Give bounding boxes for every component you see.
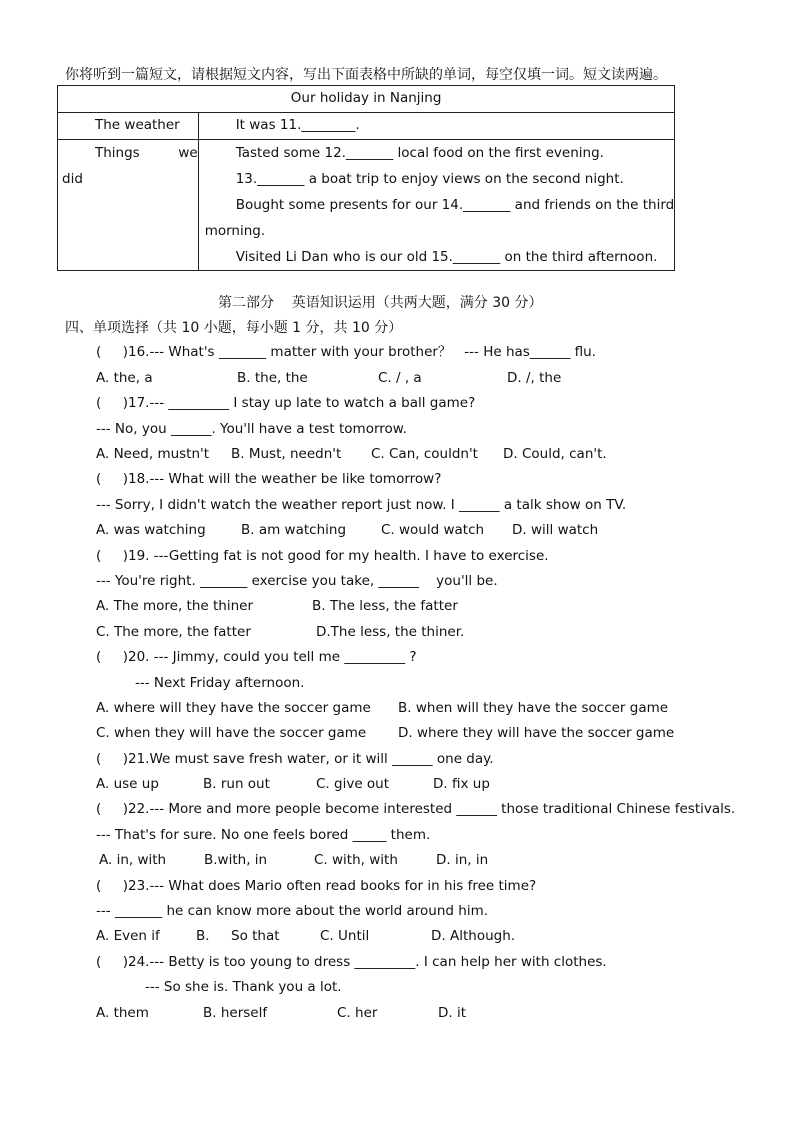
question-24-reply: --- So she is. Thank you a lot. — [145, 979, 342, 995]
q16-option-c: C. / , a — [378, 370, 422, 386]
q21-option-a: A. use up — [96, 776, 159, 792]
q23-option-a: A. Even if — [96, 928, 160, 944]
row-weather-blank: It was 11.________. — [198, 113, 675, 140]
q17-option-b: B. Must, needn't — [231, 446, 342, 462]
notes-table — [57, 85, 675, 271]
q20-option-c: C. when they will have the soccer game — [96, 725, 367, 741]
q16-option-a: A. the, a — [96, 370, 153, 386]
question-19-reply: --- You're right. _______ exercise you take, ______ you'll be. — [96, 573, 498, 589]
q16-option-d: D. /, the — [507, 370, 562, 386]
question-17-reply: --- No, you ______. You'll have a test tomorrow. — [96, 421, 407, 437]
q17-option-a: A. Need, mustn't — [96, 446, 210, 462]
question-21: ( )21.We must save fresh water, or it will ______ one day. — [96, 751, 494, 767]
q17-option-c: C. Can, couldn't — [371, 446, 478, 462]
question-20: ( )20. --- Jimmy, could you tell me _________ ? — [96, 649, 417, 665]
question-22: ( )22.--- More and more people become interested ______ those traditional Chinese festivals. — [96, 801, 736, 817]
q21-option-d: D. fix up — [433, 776, 490, 792]
question-23: ( )23.--- What does Mario often read books for in his free time? — [96, 878, 537, 894]
section-title: 四、单项选择（共 10 小题，每小题 1 分，共 10 分） — [65, 320, 403, 336]
q17-option-d: D. Could, can't. — [503, 446, 607, 462]
q24-option-c: C. her — [337, 1005, 378, 1021]
question-17: ( )17.--- _________ I stay up late to watch a ball game? — [96, 395, 476, 411]
q24-option-a: A. them — [96, 1005, 149, 1021]
question-24: ( )24.--- Betty is too young to dress _________. I can help her with clothes. — [96, 954, 607, 970]
q18-option-d: D. will watch — [512, 522, 599, 538]
q18-option-c: C. would watch — [381, 522, 485, 538]
listening-instructions: 你将听到一篇短文，请根据短文内容，写出下面表格中所缺的单词，每空仅填一词。短文读两遍。 — [65, 67, 667, 83]
q19-option-a: A. The more, the thiner — [96, 598, 253, 614]
question-18-reply: --- Sorry, I didn't watch the weather report just now. I ______ a talk show on TV. — [96, 497, 627, 513]
question-23-reply: --- _______ he can know more about the world around him. — [96, 903, 489, 919]
q18-option-a: A. was watching — [96, 522, 206, 538]
q22-option-d: D. in, in — [436, 852, 489, 868]
q16-option-b: B. the, the — [237, 370, 308, 386]
question-22-reply: --- That's for sure. No one feels bored _____ them. — [96, 827, 431, 843]
question-18: ( )18.--- What will the weather be like tomorrow? — [96, 471, 442, 487]
question-20-reply: --- Next Friday afternoon. — [135, 675, 305, 691]
q20-option-b: B. when will they have the soccer game — [398, 700, 669, 716]
q23-option-d: D. Although. — [431, 928, 516, 944]
q21-option-c: C. give out — [316, 776, 390, 792]
q22-option-a: A. in, with — [99, 852, 167, 868]
table-title: Our holiday in Nanjing — [58, 86, 675, 113]
row-label-things: Things we did — [58, 140, 199, 271]
q18-option-b: B. am watching — [241, 522, 347, 538]
row-label-weather: The weather — [58, 113, 199, 140]
q22-option-c: C. with, with — [314, 852, 398, 868]
q20-option-a: A. where will they have the soccer game — [96, 700, 371, 716]
q22-option-b: B.with, in — [204, 852, 268, 868]
q23-option-c: C. Until — [320, 928, 370, 944]
q19-option-b: B. The less, the fatter — [312, 598, 458, 614]
q23-option-b: B. So that — [196, 928, 280, 944]
q19-option-c: C. The more, the fatter — [96, 624, 251, 640]
q24-option-b: B. herself — [203, 1005, 268, 1021]
q20-option-d: D. where they will have the soccer game — [398, 725, 675, 741]
q19-option-d: D.The less, the thiner. — [316, 624, 465, 640]
question-19: ( )19. ---Getting fat is not good for my health. I have to exercise. — [96, 548, 549, 564]
part-title: 第二部分 英语知识运用（共两大题，满分 30 分） — [218, 295, 543, 311]
q21-option-b: B. run out — [203, 776, 270, 792]
row-things-blanks: Tasted some 12._______ local food on the first evening. 13._______ a boat trip to enjoy views on the second night. Bought some presents for our 14._______ and friends on the third morning. Visited Li Dan who is our old 15._______ on the third afternoon. — [198, 140, 675, 271]
q24-option-d: D. it — [438, 1005, 467, 1021]
question-16: ( )16.--- What's _______ matter with your brother？ --- He has______ flu. — [96, 344, 596, 360]
